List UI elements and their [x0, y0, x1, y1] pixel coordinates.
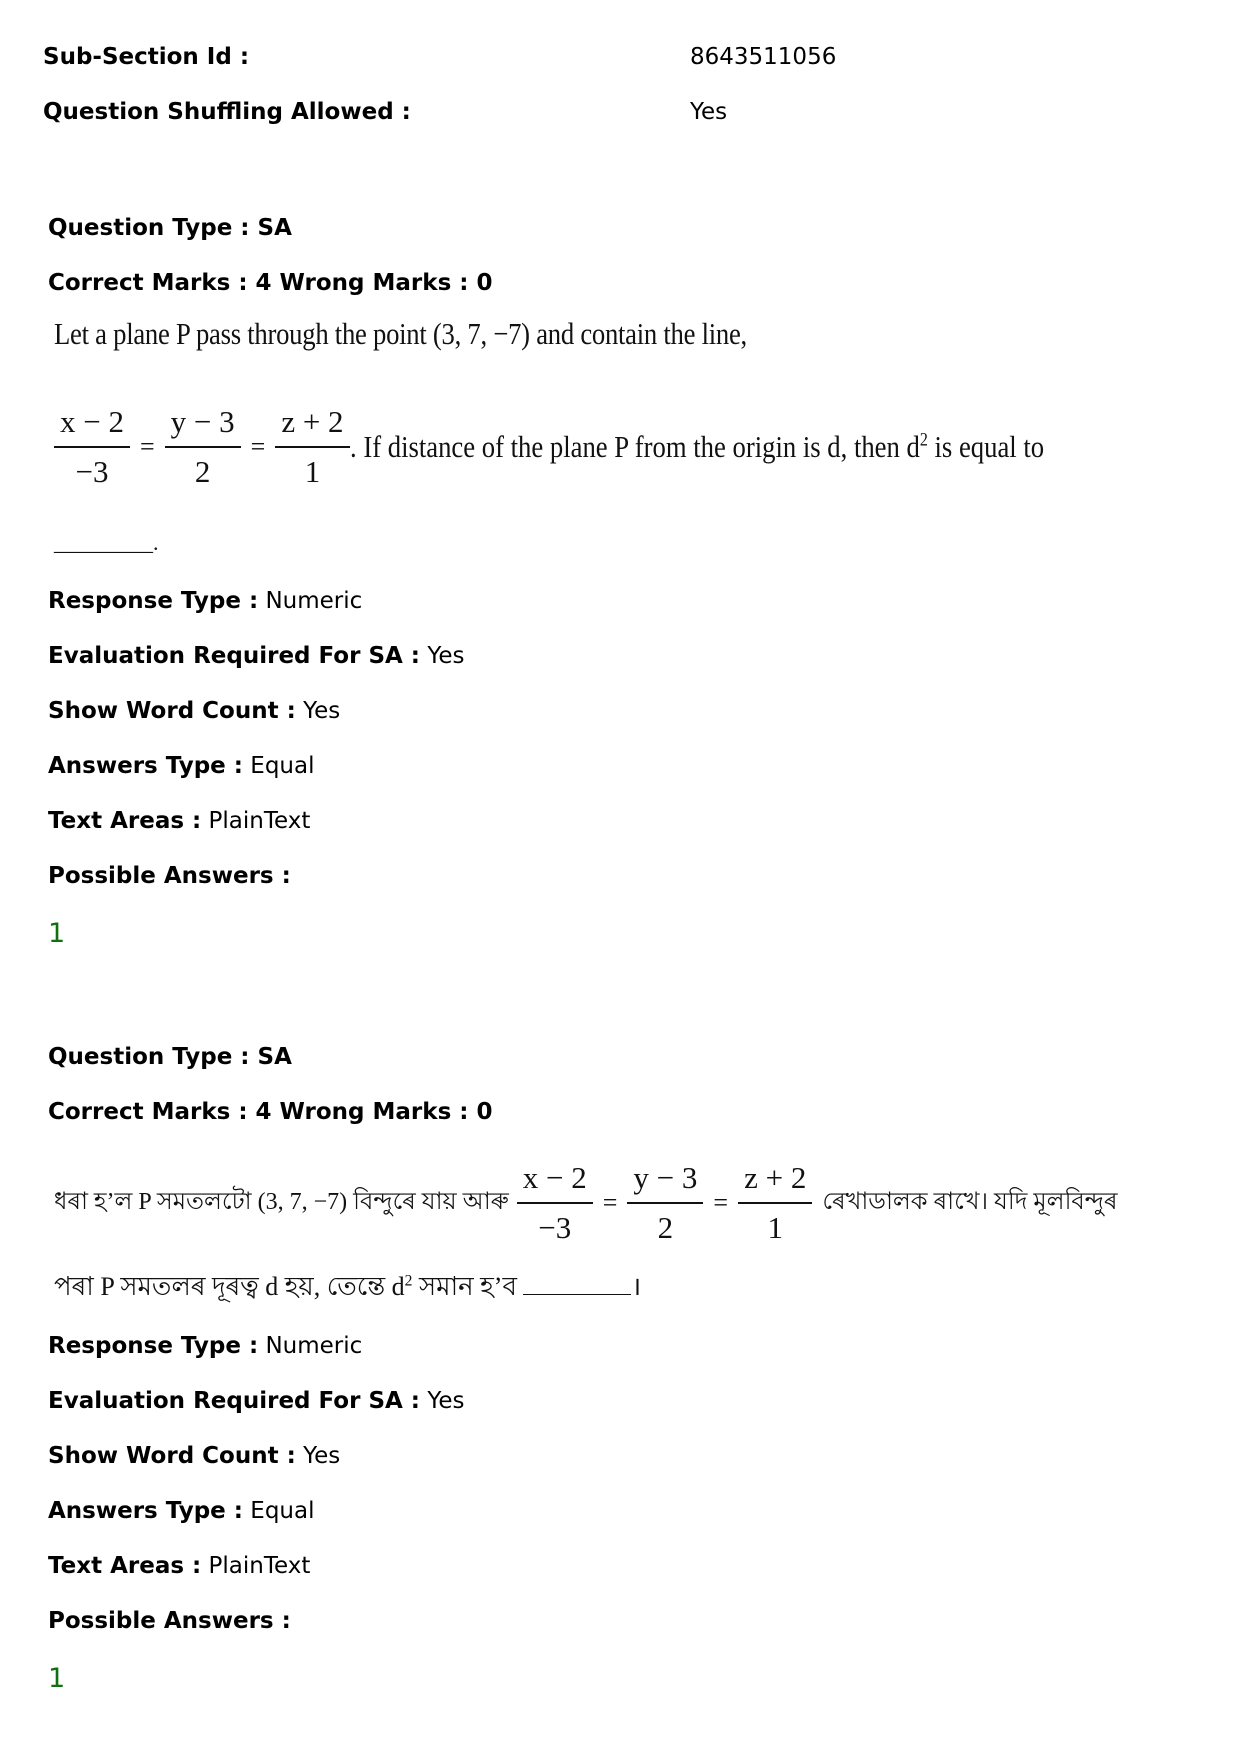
question-type: Question Type : SA — [48, 215, 292, 241]
possible-answers-label: Possible Answers : — [48, 1608, 291, 1634]
equals-sign: = — [602, 1188, 618, 1217]
fraction-denominator: 2 — [194, 454, 211, 489]
superscript: 2 — [919, 429, 928, 451]
fraction-3 — [275, 404, 349, 490]
answers-type-value: Equal — [250, 1498, 315, 1524]
show-word-count-value: Yes — [303, 1443, 341, 1469]
text-areas-label: Text Areas : — [48, 1553, 202, 1579]
fraction-1 — [54, 404, 130, 490]
possible-answer-value: 1 — [48, 918, 66, 949]
equals-sign: = — [139, 432, 155, 461]
marks-info: Correct Marks : 4 Wrong Marks : 0 — [48, 1099, 493, 1125]
subsection-id-label: Sub-Section Id : — [43, 44, 250, 70]
text-areas-row — [48, 1552, 310, 1580]
text-after-superscript: is equal to — [927, 429, 1044, 464]
evaluation-required-label: Evaluation Required For SA : — [48, 1388, 421, 1414]
fraction-numerator: y − 3 — [165, 404, 241, 448]
text-areas-value: PlainText — [208, 1553, 311, 1579]
question-text-line-1: Let a plane P pass through the point (3, 7, −7) and contain the line, — [54, 316, 747, 351]
show-word-count-label: Show Word Count : — [48, 1443, 296, 1469]
response-type-value: Numeric — [265, 1333, 363, 1359]
fraction-denominator: 1 — [304, 454, 321, 489]
question-text-line-2 — [350, 429, 1044, 465]
show-word-count-row — [48, 1442, 340, 1470]
superscript: 2 — [404, 1272, 413, 1290]
evaluation-required-row — [48, 642, 464, 670]
text-areas-row — [48, 807, 310, 835]
response-type-label: Response Type : — [48, 588, 259, 614]
question-type: Question Type : SA — [48, 1044, 292, 1070]
fraction-1 — [517, 1160, 593, 1246]
question-shuffling-label: Question Shuffling Allowed : — [43, 99, 411, 125]
answers-type-label: Answers Type : — [48, 1498, 243, 1524]
answers-type-label: Answers Type : — [48, 753, 243, 779]
equals-sign: = — [250, 432, 266, 461]
subsection-id-value: 8643511056 — [690, 44, 837, 70]
question-text-before: ধৰা হ’ল P সমতলটো (3, 7, −7) বিন্দুৰে যায় আৰু — [54, 1189, 509, 1215]
show-word-count-label: Show Word Count : — [48, 698, 296, 724]
possible-answer-value: 1 — [48, 1663, 66, 1694]
answer-blank — [523, 1272, 631, 1295]
question-text-line-2 — [54, 1266, 641, 1310]
possible-answers-label: Possible Answers : — [48, 863, 291, 889]
fraction-numerator: x − 2 — [517, 1160, 593, 1204]
text-areas-label: Text Areas : — [48, 808, 202, 834]
fraction-3 — [738, 1160, 812, 1246]
evaluation-required-value: Yes — [427, 643, 465, 669]
marks-info: Correct Marks : 4 Wrong Marks : 0 — [48, 270, 493, 296]
show-word-count-value: Yes — [303, 698, 341, 724]
answer-blank: _________. — [54, 530, 159, 555]
response-type-label: Response Type : — [48, 1333, 259, 1359]
fraction-numerator: y − 3 — [627, 1160, 703, 1204]
fraction-denominator: −3 — [75, 454, 109, 489]
text-after-equation: . If distance of the plane P from the origin is d, then d — [349, 429, 920, 464]
question-text-line-2c: । — [631, 1272, 642, 1301]
response-type-row — [48, 587, 362, 615]
fraction-denominator: 2 — [657, 1210, 674, 1245]
response-type-row — [48, 1332, 362, 1360]
answers-type-value: Equal — [250, 753, 315, 779]
fraction-2 — [627, 1160, 703, 1246]
text-areas-value: PlainText — [208, 808, 311, 834]
answers-type-row — [48, 752, 315, 780]
question-text-line-2b: সমান হ’ব — [412, 1272, 524, 1301]
evaluation-required-row — [48, 1387, 464, 1415]
evaluation-required-label: Evaluation Required For SA : — [48, 643, 421, 669]
question-equation — [54, 404, 1157, 490]
response-type-value: Numeric — [265, 588, 363, 614]
fraction-denominator: 1 — [767, 1210, 783, 1245]
fraction-numerator: z + 2 — [275, 404, 349, 448]
show-word-count-row — [48, 697, 340, 725]
question-equation — [54, 1160, 1118, 1246]
fraction-denominator: −3 — [538, 1210, 572, 1245]
equals-sign: = — [713, 1188, 729, 1217]
fraction-numerator: x − 2 — [54, 404, 130, 448]
evaluation-required-value: Yes — [427, 1388, 465, 1414]
answers-type-row — [48, 1497, 315, 1525]
question-text-line-2a: পৰা P সমতলৰ দূৰত্ব d হয়, তেন্তে d — [54, 1272, 405, 1301]
fraction-numerator: z + 2 — [738, 1160, 812, 1204]
question-shuffling-value: Yes — [690, 99, 728, 125]
fraction-2 — [165, 404, 241, 490]
question-text-after: ৰেখাডালক ৰাখে। যদি মূলবিন্দুৰ — [822, 1189, 1118, 1215]
